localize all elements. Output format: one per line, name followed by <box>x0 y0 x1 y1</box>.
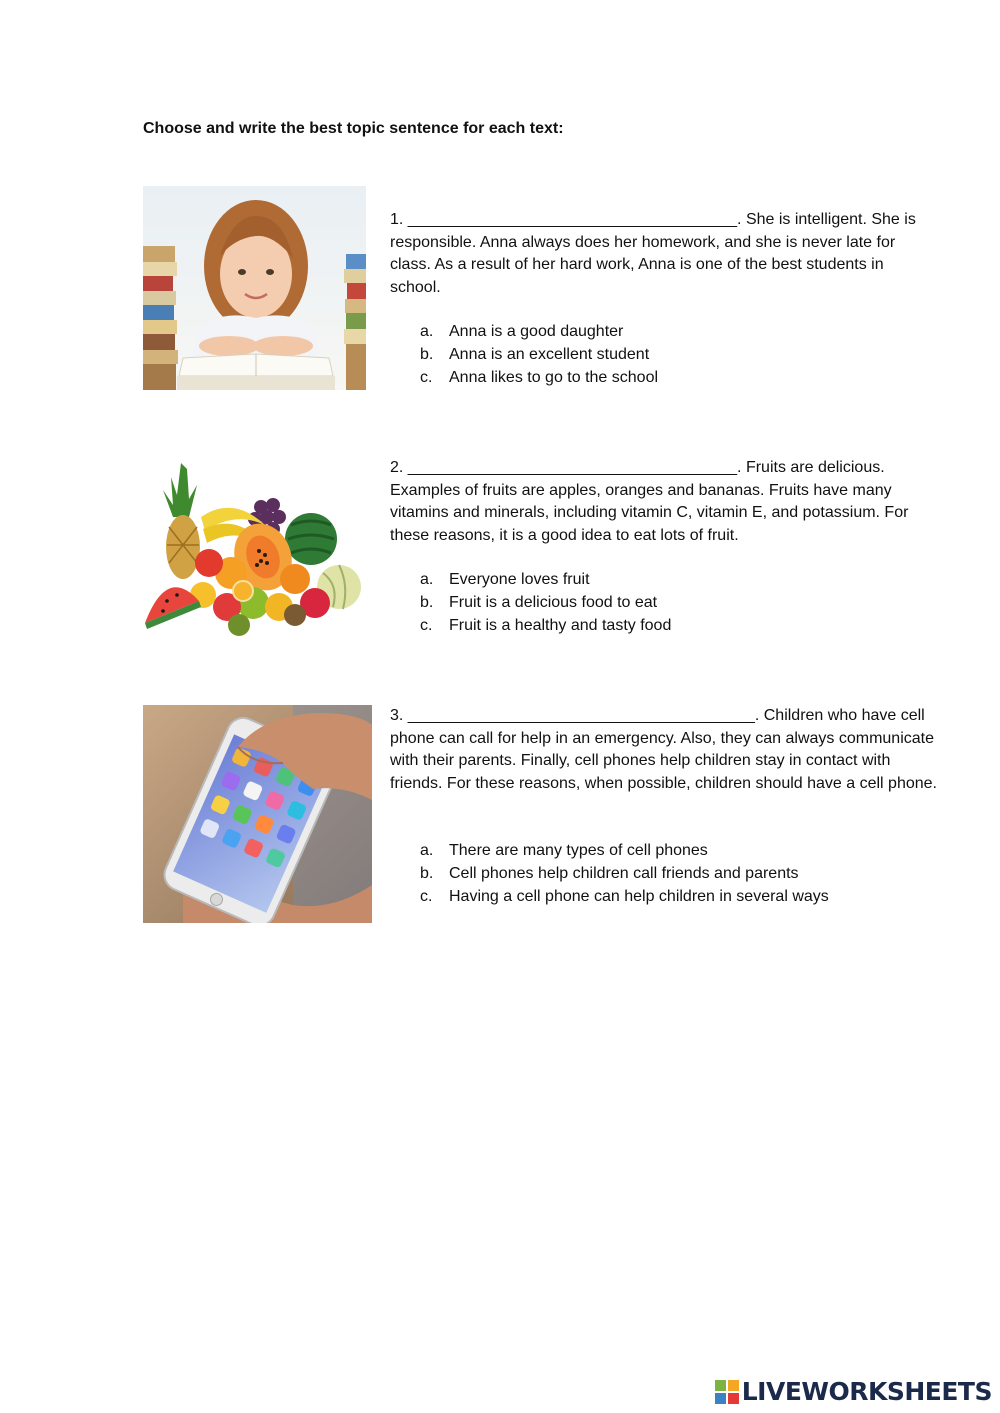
exercise-2-text: . Fruits are delicious. Examples of fruits are apples, oranges and bananas. Fruits have many vitamins and minerals, including vitamin C, vitamin E, and potassium. For these reasons, it is a good idea to eat lots of fruit. <box>390 459 909 544</box>
exercise-2-number: 2. <box>390 459 404 476</box>
option-c: c. Fruit is a healthy and tasty food <box>420 616 672 634</box>
exercise-3-options <box>420 840 829 908</box>
option-c: c. Having a cell phone can help children in several ways <box>420 887 829 905</box>
option-a: a. Everyone loves fruit <box>420 571 590 588</box>
liveworksheets-logo-icon <box>715 1380 739 1404</box>
exercise-3-blank[interactable]: _______________________________________ <box>407 707 755 724</box>
girl-with-books-photo <box>143 186 366 390</box>
instructions-heading: Choose and write the best topic sentence for each text: <box>143 120 564 137</box>
exercise-2-blank[interactable]: _____________________________________ <box>407 459 738 476</box>
exercise-2-paragraph <box>390 457 935 547</box>
liveworksheets-logo[interactable] <box>715 1377 992 1406</box>
option-b: b. Anna is an excellent student <box>420 345 650 363</box>
exercise-1-paragraph <box>390 209 935 299</box>
option-a: a. Anna is a good daughter <box>420 323 624 340</box>
exercise-2-options <box>420 569 671 637</box>
exercise-1-options <box>420 321 658 389</box>
exercise-3-text: . Children who have cell phone can call for help in an emergency. Also, they can always communicate with their parents. Finally, cell phones help children stay in contact with friends. For these reasons, when possible, children should have a cell phone. <box>390 707 937 792</box>
fruit-pile-photo <box>143 455 366 638</box>
option-a: a. There are many types of cell phones <box>420 842 708 859</box>
exercise-1-number: 1. <box>390 211 404 228</box>
exercise-1-text: . She is intelligent. She is responsible. Anna always does her homework, and she is never late for class. As a result of her hard work, Anna is one of the best students in school. <box>390 211 916 296</box>
option-b: b. Cell phones help children call friends and parents <box>420 864 799 882</box>
option-b: b. Fruit is a delicious food to eat <box>420 593 658 611</box>
option-c: c. Anna likes to go to the school <box>420 368 659 386</box>
liveworksheets-logo-text: LIVEWORKSHEETS <box>741 1377 992 1406</box>
exercise-3-paragraph <box>390 705 940 795</box>
exercise-3-number: 3. <box>390 707 404 724</box>
smartphone-in-hands-photo <box>143 705 372 923</box>
exercise-1-blank[interactable]: _____________________________________ <box>407 211 738 228</box>
